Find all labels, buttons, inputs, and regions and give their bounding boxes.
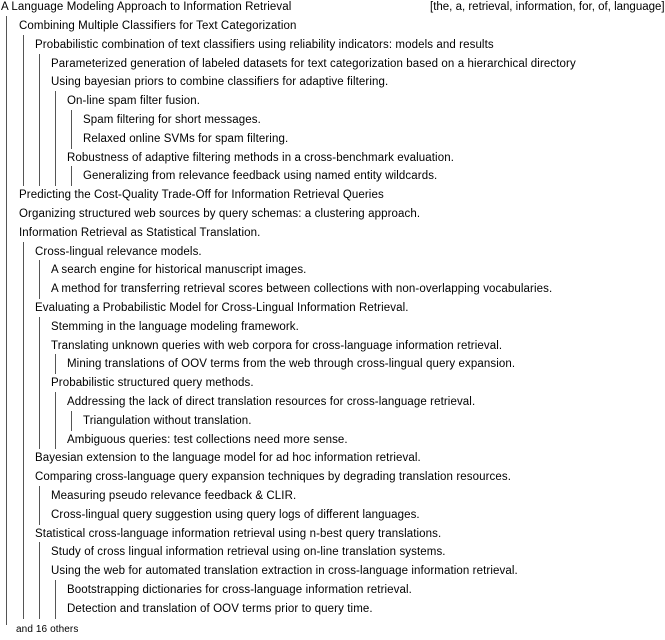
tree-item[interactable]: Mining translations of OOV terms from the web through cross-lingual query expansion. (67, 358, 516, 371)
tree-guide-line (23, 242, 24, 619)
more-items-label[interactable]: and 16 others (16, 623, 79, 635)
tree-item[interactable]: Relaxed online SVMs for spam filtering. (83, 132, 289, 145)
tree-item[interactable]: Cross-lingual relevance models. (35, 245, 202, 258)
tree-item[interactable]: Combining Multiple Classifiers for Text Categorization (19, 20, 297, 32)
tree-item[interactable]: Probabilistic combination of text classifiers using reliability indicators: models and results (35, 38, 494, 51)
tree-guide-line (55, 91, 56, 186)
tree-item[interactable]: A search engine for historical manuscript images. (51, 264, 307, 277)
tree-guide-line (39, 317, 40, 450)
root-title[interactable]: A Language Modeling Approach to Information Retrieval (1, 1, 292, 13)
tree-item[interactable]: Statistical cross-language information retrieval using n-best query translations. (35, 527, 442, 540)
tree-item[interactable]: Comparing cross-language query expansion techniques by degrading translation resources. (35, 471, 512, 484)
tree-guide-line (39, 260, 40, 299)
tree-item[interactable]: Addressing the lack of direct translation resources for cross-language retrieval. (67, 396, 476, 408)
tree-item[interactable]: Stemming in the language modeling framework. (51, 320, 299, 333)
tree-guide-line (71, 110, 72, 149)
tree-item[interactable]: Probabilistic structured query methods. (51, 377, 254, 390)
tree-item[interactable]: Information Retrieval as Statistical Translation. (19, 226, 261, 239)
tree-item[interactable]: Ambiguous queries: test collections need more sense. (67, 433, 348, 446)
tree-item[interactable]: Study of cross lingual information retrieval using on-line translation systems. (51, 546, 446, 559)
tree-item[interactable]: Triangulation without translation. (83, 414, 252, 427)
tree-guide-line (23, 35, 24, 186)
tree-item[interactable]: Organizing structured web sources by query schemas: a clustering approach. (19, 208, 421, 220)
tree-item[interactable]: Bootstrapping dictionaries for cross-language information retrieval. (67, 584, 412, 596)
tree-guide-line (39, 54, 40, 187)
tree-item[interactable]: Measuring pseudo relevance feedback & CLIR. (51, 490, 297, 502)
tree-guide-line (55, 392, 56, 449)
tree-item[interactable]: On-line spam filter fusion. (67, 95, 201, 108)
tree-item[interactable]: Translating unknown queries with web corpora for cross-language information retrieval. (51, 339, 503, 352)
tree-item[interactable]: Evaluating a Probabilistic Model for Cross-Lingual Information Retrieval. (35, 302, 409, 314)
tree-item[interactable]: Spam filtering for short messages. (83, 114, 261, 126)
tree-guide-line (55, 354, 56, 374)
tree-guide-line (55, 580, 56, 619)
tree-item[interactable]: Predicting the Cost-Quality Trade-Off for Information Retrieval Queries (19, 189, 384, 202)
tree-item[interactable]: Robustness of adaptive filtering methods in a cross-benchmark evaluation. (67, 151, 455, 164)
tree-item[interactable]: Bayesian extension to the language model for ad hoc information retrieval. (35, 452, 421, 465)
tree-guide-line (39, 542, 40, 618)
tree-item[interactable]: A method for transferring retrieval scores between collections with non-overlapping vocabularies. (51, 283, 553, 296)
tree-item[interactable]: Parameterized generation of labeled datasets for text categorization based on a hierarchical directory (51, 57, 576, 70)
tree-guide-line (71, 166, 72, 186)
tree-guide-line (39, 486, 40, 525)
tree-guide-line (71, 411, 72, 431)
tree-item[interactable]: Cross-lingual query suggestion using query logs of different languages. (51, 508, 420, 521)
tree-item[interactable]: Using the web for automated translation extraction in cross-language information retrieval. (51, 565, 518, 578)
tree-item[interactable]: Generalizing from relevance feedback using named entity wildcards. (83, 170, 438, 183)
root-keywords: [the, a, retrieval, information, for, of, language] (430, 1, 665, 13)
tree-item[interactable]: Using bayesian priors to combine classifiers for adaptive filtering. (51, 76, 389, 89)
tree-guide-line (6, 16, 7, 625)
tree-item[interactable]: Detection and translation of OOV terms prior to query time. (67, 602, 373, 615)
